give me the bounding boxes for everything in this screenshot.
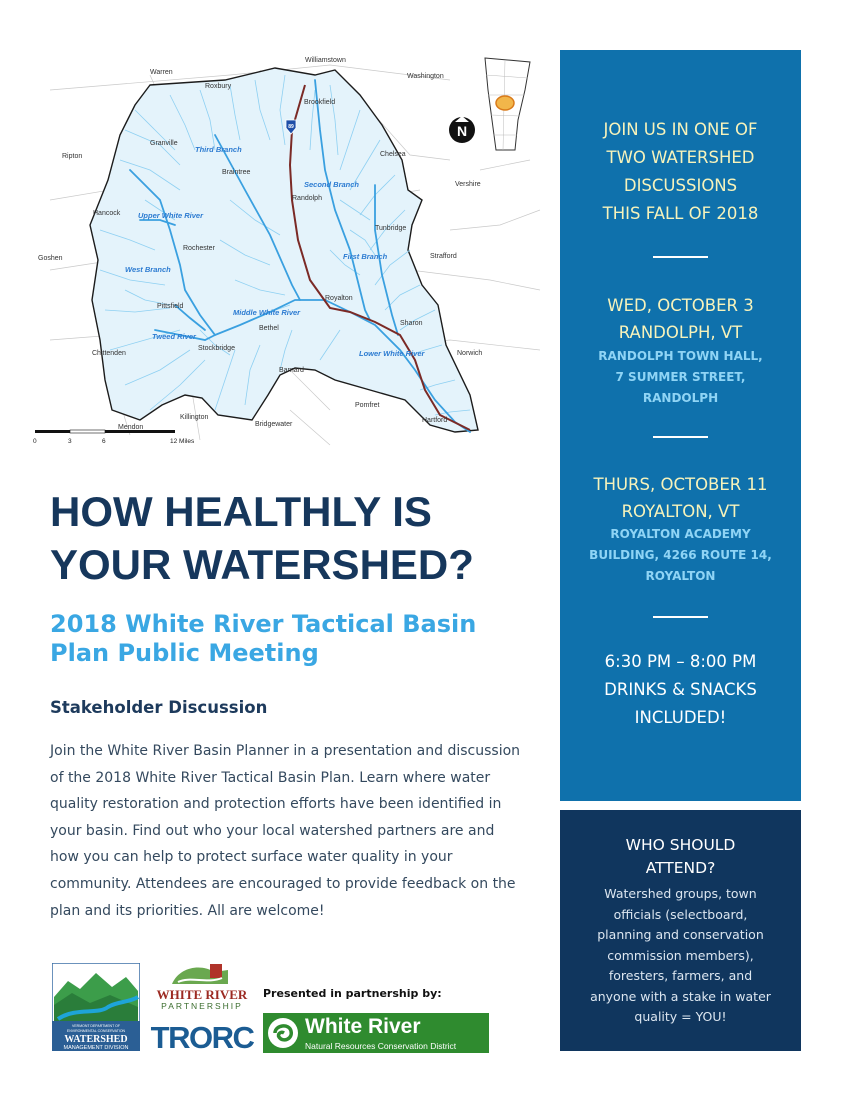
divider (653, 436, 708, 438)
time-line: 6:30 PM – 8:00 PM (604, 652, 757, 671)
who-should-attend-title (560, 834, 801, 880)
map-river-label: Lower White River (359, 349, 425, 358)
map-town-label: Pomfret (355, 402, 380, 409)
subhead-line: Plan Public Meeting (50, 639, 319, 667)
body-line: community. Attendees are encouraged to provide feedback on the (50, 875, 516, 892)
headline (50, 485, 530, 591)
body-line: how you can help to protect surface water quality in your (50, 849, 453, 866)
wrp-logo-title: WHITE RIVER (156, 987, 248, 1002)
map-town-label: Hancock (93, 210, 121, 217)
scale-bar (33, 430, 195, 445)
invitation-line: JOIN US IN ONE OF (603, 120, 758, 139)
body-line: plan and its priorities. All are welcome! (50, 902, 325, 919)
divider (653, 616, 708, 618)
north-arrow-icon (449, 116, 475, 143)
wrp-logo-subtitle: PARTNERSHIP (161, 1001, 243, 1011)
svg-text:N: N (456, 123, 468, 139)
map-town-label: Tunbridge (375, 225, 407, 232)
white-river-nrcd-logo (263, 1013, 489, 1053)
invitation-heading (560, 116, 801, 228)
white-river-partnership-logo (150, 960, 254, 1012)
map-town-label: Warren (150, 69, 173, 76)
meeting-time-info (560, 648, 801, 732)
map-river-label: Second Branch (304, 180, 360, 189)
body-line: Join the White River Basin Planner in a presentation and discussion (50, 743, 521, 759)
map-town-label: Goshen (38, 255, 63, 262)
meeting-2-date (560, 471, 801, 525)
svg-text:6: 6 (102, 438, 106, 445)
address-line: ROYALTON (645, 569, 716, 583)
section-title: Stakeholder Discussion (50, 698, 268, 717)
subhead (50, 610, 540, 668)
meeting-location-line: RANDOLPH, VT (618, 323, 743, 342)
who-body-line: Watershed groups, town (604, 886, 757, 901)
svg-text:3: 3 (68, 438, 72, 445)
subhead-line: 2018 White River Tactical Basin (50, 610, 477, 638)
map-town-label: Stockbridge (198, 345, 235, 352)
map-river-label: Upper White River (138, 211, 204, 220)
address-line: RANDOLPH TOWN HALL, (598, 349, 763, 363)
map-town-label: Sharon (400, 320, 423, 327)
address-line: BUILDING, 4266 ROUTE 14, (589, 548, 772, 562)
body-line: your basin. Find out who your local watershed partners are and (50, 822, 495, 839)
who-body-line: planning and conservation (597, 927, 764, 942)
body-line: of the 2018 White River Tactical Basin Plan. Learn where water (50, 769, 491, 786)
map-river-label: First Branch (343, 252, 388, 261)
who-body-line: officials (selectboard, (613, 906, 748, 922)
vt-logo-line: MANAGEMENT DIVISION (63, 1045, 129, 1051)
svg-text:0: 0 (33, 438, 37, 445)
watershed-map (30, 50, 550, 450)
invitation-line: DISCUSSIONS (623, 176, 738, 195)
nrcd-name: White River (305, 1015, 421, 1038)
map-town-label: Bethel (259, 325, 279, 332)
nrcd-subtitle: Natural Resources Conservation District (305, 1041, 457, 1051)
map-town-label: Barnard (279, 367, 304, 374)
map-town-label: Chittenden (92, 350, 126, 357)
vermont-inset-map-icon (485, 58, 530, 150)
vt-watershed-management-logo (52, 963, 140, 1051)
map-town-label: Braintree (222, 169, 251, 176)
headline-line: HOW HEALTHLY IS (50, 488, 432, 535)
partner-label: Presented in partnership by: (263, 987, 442, 1000)
invitation-line: THIS FALL OF 2018 (602, 204, 759, 223)
svg-text:12 Miles: 12 Miles (170, 438, 195, 445)
vt-logo-line: WATERSHED (64, 1034, 128, 1045)
vt-logo-line: ENVIRONMENTAL CONSERVATION (66, 1029, 126, 1033)
map-town-label: Rochester (183, 245, 215, 252)
map-river-label: Tweed River (152, 332, 196, 341)
map-town-label: Brookfield (304, 99, 336, 106)
map-river-label: Middle White River (233, 308, 301, 317)
map-town-label: Mendon (118, 424, 144, 431)
refreshments-line: DRINKS & SNACKS (604, 680, 757, 699)
meeting-1-date (560, 292, 801, 346)
svg-text:89: 89 (288, 124, 294, 130)
map-town-label: Hartford (422, 417, 448, 424)
divider (653, 256, 708, 258)
map-town-label: Williamstown (305, 57, 346, 64)
vt-logo-line: VERMONT DEPARTMENT OF (72, 1024, 120, 1028)
trorc-logo-text: TRORC (150, 1020, 254, 1052)
map-town-label: Strafford (430, 253, 457, 260)
map-town-label: Bridgewater (255, 421, 293, 428)
map-river-label: West Branch (125, 265, 171, 274)
who-body-line: foresters, farmers, and (608, 968, 753, 983)
address-line: RANDOLPH (642, 391, 719, 405)
address-line: ROYALTON ACADEMY (610, 527, 751, 541)
map-river-label: Third Branch (195, 145, 242, 154)
body-paragraph (50, 738, 550, 924)
who-title-line: ATTEND? (645, 859, 716, 877)
who-should-attend-body (576, 884, 785, 1028)
map-town-label: Royalton (325, 295, 353, 302)
invitation-line: TWO WATERSHED (606, 148, 755, 167)
meeting-date-line: WED, OCTOBER 3 (607, 296, 754, 315)
map-town-label: Roxbury (205, 83, 232, 90)
who-title-line: WHO SHOULD (625, 836, 736, 854)
trorc-logo (150, 1018, 254, 1052)
map-town-label: Washington (407, 73, 444, 80)
who-body-line: anyone with a stake in water (590, 988, 771, 1004)
map-town-label: Randolph (292, 195, 322, 202)
event-info-panel (560, 50, 801, 801)
headline-line: YOUR WATERSHED? (50, 541, 474, 588)
map-town-label: Norwich (457, 350, 483, 357)
map-town-label: Granville (150, 140, 178, 147)
who-body-line: commission members), (607, 947, 754, 963)
meeting-date-line: THURS, OCTOBER 11 (593, 475, 768, 494)
map-town-label: Vershire (455, 181, 481, 188)
map-town-label: Killington (180, 414, 209, 421)
who-body-line: quality = YOU! (634, 1009, 727, 1024)
meeting-location-line: ROYALTON, VT (621, 502, 740, 521)
meeting-1-address (560, 346, 801, 409)
who-should-attend-panel (560, 810, 801, 1051)
meeting-2-address (560, 524, 801, 587)
refreshments-line: INCLUDED! (634, 708, 727, 727)
address-line: 7 SUMMER STREET, (615, 370, 746, 384)
map-town-label: Pittsfield (157, 303, 184, 310)
body-line: quality restoration and protection efforts have been identified in (50, 796, 502, 813)
nrcd-swirl-icon (263, 1013, 301, 1053)
map-town-label: Chelsea (380, 151, 406, 158)
map-town-label: Ripton (62, 153, 83, 160)
